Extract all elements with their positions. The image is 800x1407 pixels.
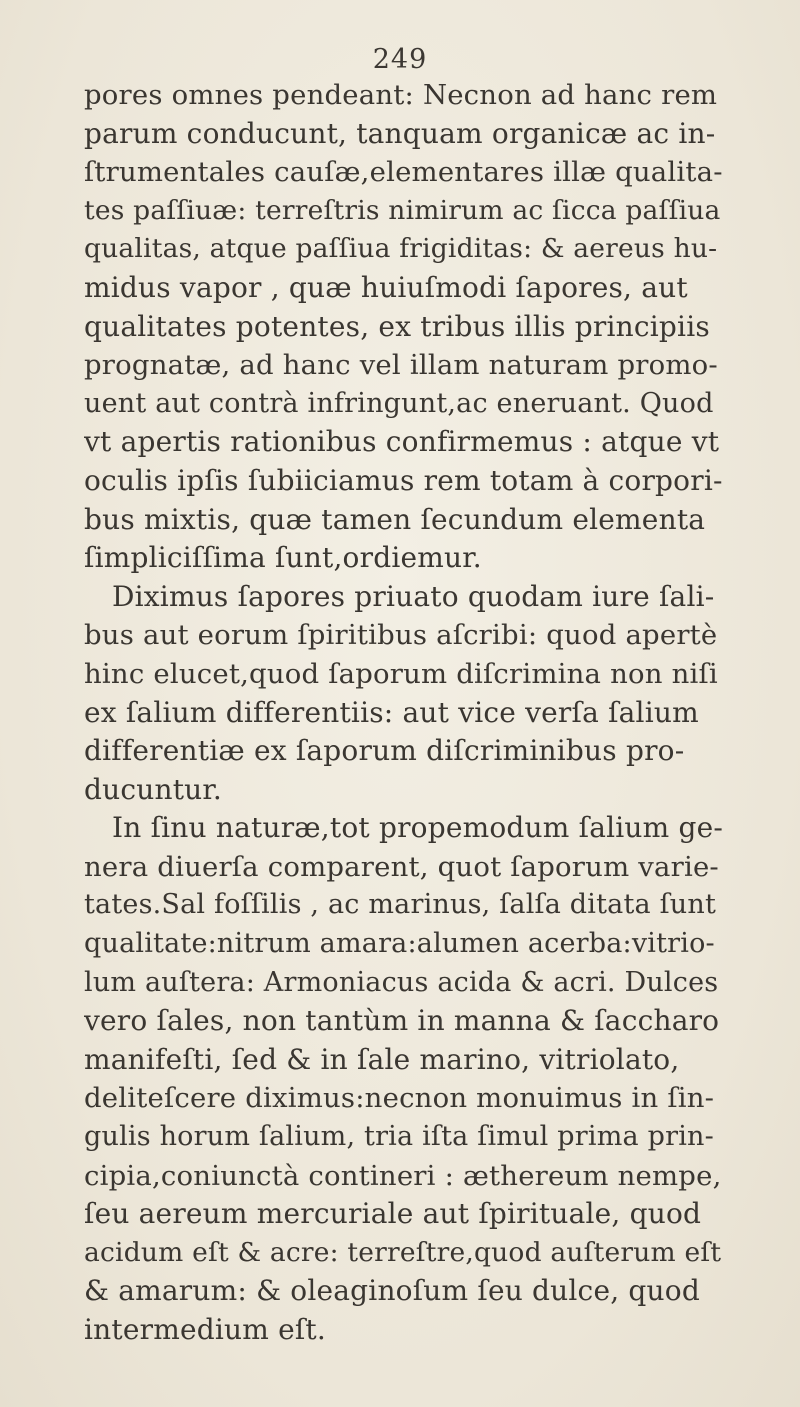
text-line: intermedium eſt. (84, 1313, 326, 1346)
text-line: vero ſales, non tantùm in manna & ſaccharo (84, 1004, 720, 1038)
text-line: manifeſti, ſed & in ſale marino, vitriolato, (84, 1042, 680, 1076)
paragraph-start-line: Diximus ſapores priuato quodam iure ſali- (112, 579, 715, 613)
text-line: deliteſcere diximus:necnon monuimus in ſin- (84, 1082, 715, 1115)
text-line: nera diuerſa comparent, quot ſaporum varie- (84, 850, 719, 883)
text-line: lum auſtera: Armoniacus acida & acri. Dulces (84, 966, 719, 998)
text-line: tates.Sal foſſilis , ac marinus, ſalſa ditata ſunt (84, 889, 717, 921)
text-line: cipia,coniunctà contineri : æthereum nempe, (84, 1159, 722, 1192)
text-line: pores omnes pendeant: Necnon ad hanc rem (84, 79, 718, 111)
text-line: differentiæ ex ſaporum diſcriminibus pro- (84, 734, 685, 768)
text-line: qualitates potentes, ex tribus illis principiis (84, 309, 710, 343)
page-number: 249 (372, 44, 428, 75)
text-line: parum conducunt, tanquam organicæ ac in- (84, 116, 716, 150)
text-line: midus vapor , quæ huiuſmodi ſapores, aut (84, 270, 688, 304)
text-line: & amarum: & oleaginoſum ſeu dulce, quod (84, 1274, 700, 1308)
text-line: ducuntur. (84, 772, 222, 806)
text-line: ex ſalium differentiis: aut vice verſa ſalium (84, 695, 699, 729)
text-line: vt apertis rationibus confirmemus : atque vt (84, 425, 720, 459)
text-line: qualitas, atque paſſiua frigiditas: & aereus hu- (84, 233, 718, 265)
text-line: acidum eſt & acre: terreſtre,quod auſterum eſt (84, 1236, 722, 1268)
body-text (84, 76, 724, 1350)
text-line: uent aut contrà infringunt,ac eneruant. Quod (84, 387, 714, 419)
text-line: prognatæ, ad hanc vel illam naturam promo- (84, 349, 718, 382)
paragraph-start-line: In ſinu naturæ,tot propemodum ſalium ge- (112, 811, 724, 845)
text-line: tes paſſiuæ: terreſtris nimirum ac ſicca paſſiua (84, 194, 721, 226)
text-line: bus mixtis, quæ tamen ſecundum elementa (84, 502, 706, 536)
text-line: ſeu aereum mercuriale aut ſpirituale, quod (84, 1197, 702, 1231)
text-line: oculis ipſis ſubiiciamus rem totam à corpori- (84, 463, 723, 497)
text-line: bus aut eorum ſpiritibus aſcribi: quod apertè (84, 619, 718, 652)
text-line: qualitate:nitrum amara:alumen acerba:vitrio- (84, 928, 715, 960)
text-line: gulis horum ſalium, tria iſta ſimul prima prin- (84, 1121, 714, 1153)
text-line: ſtrumentales cauſæ,elementares illæ qualita- (84, 156, 723, 189)
text-line: hinc elucet,quod ſaporum diſcrimina non niſi (84, 657, 718, 690)
text-line: ſimpliciſſima ſunt,ordiemur. (84, 541, 482, 575)
